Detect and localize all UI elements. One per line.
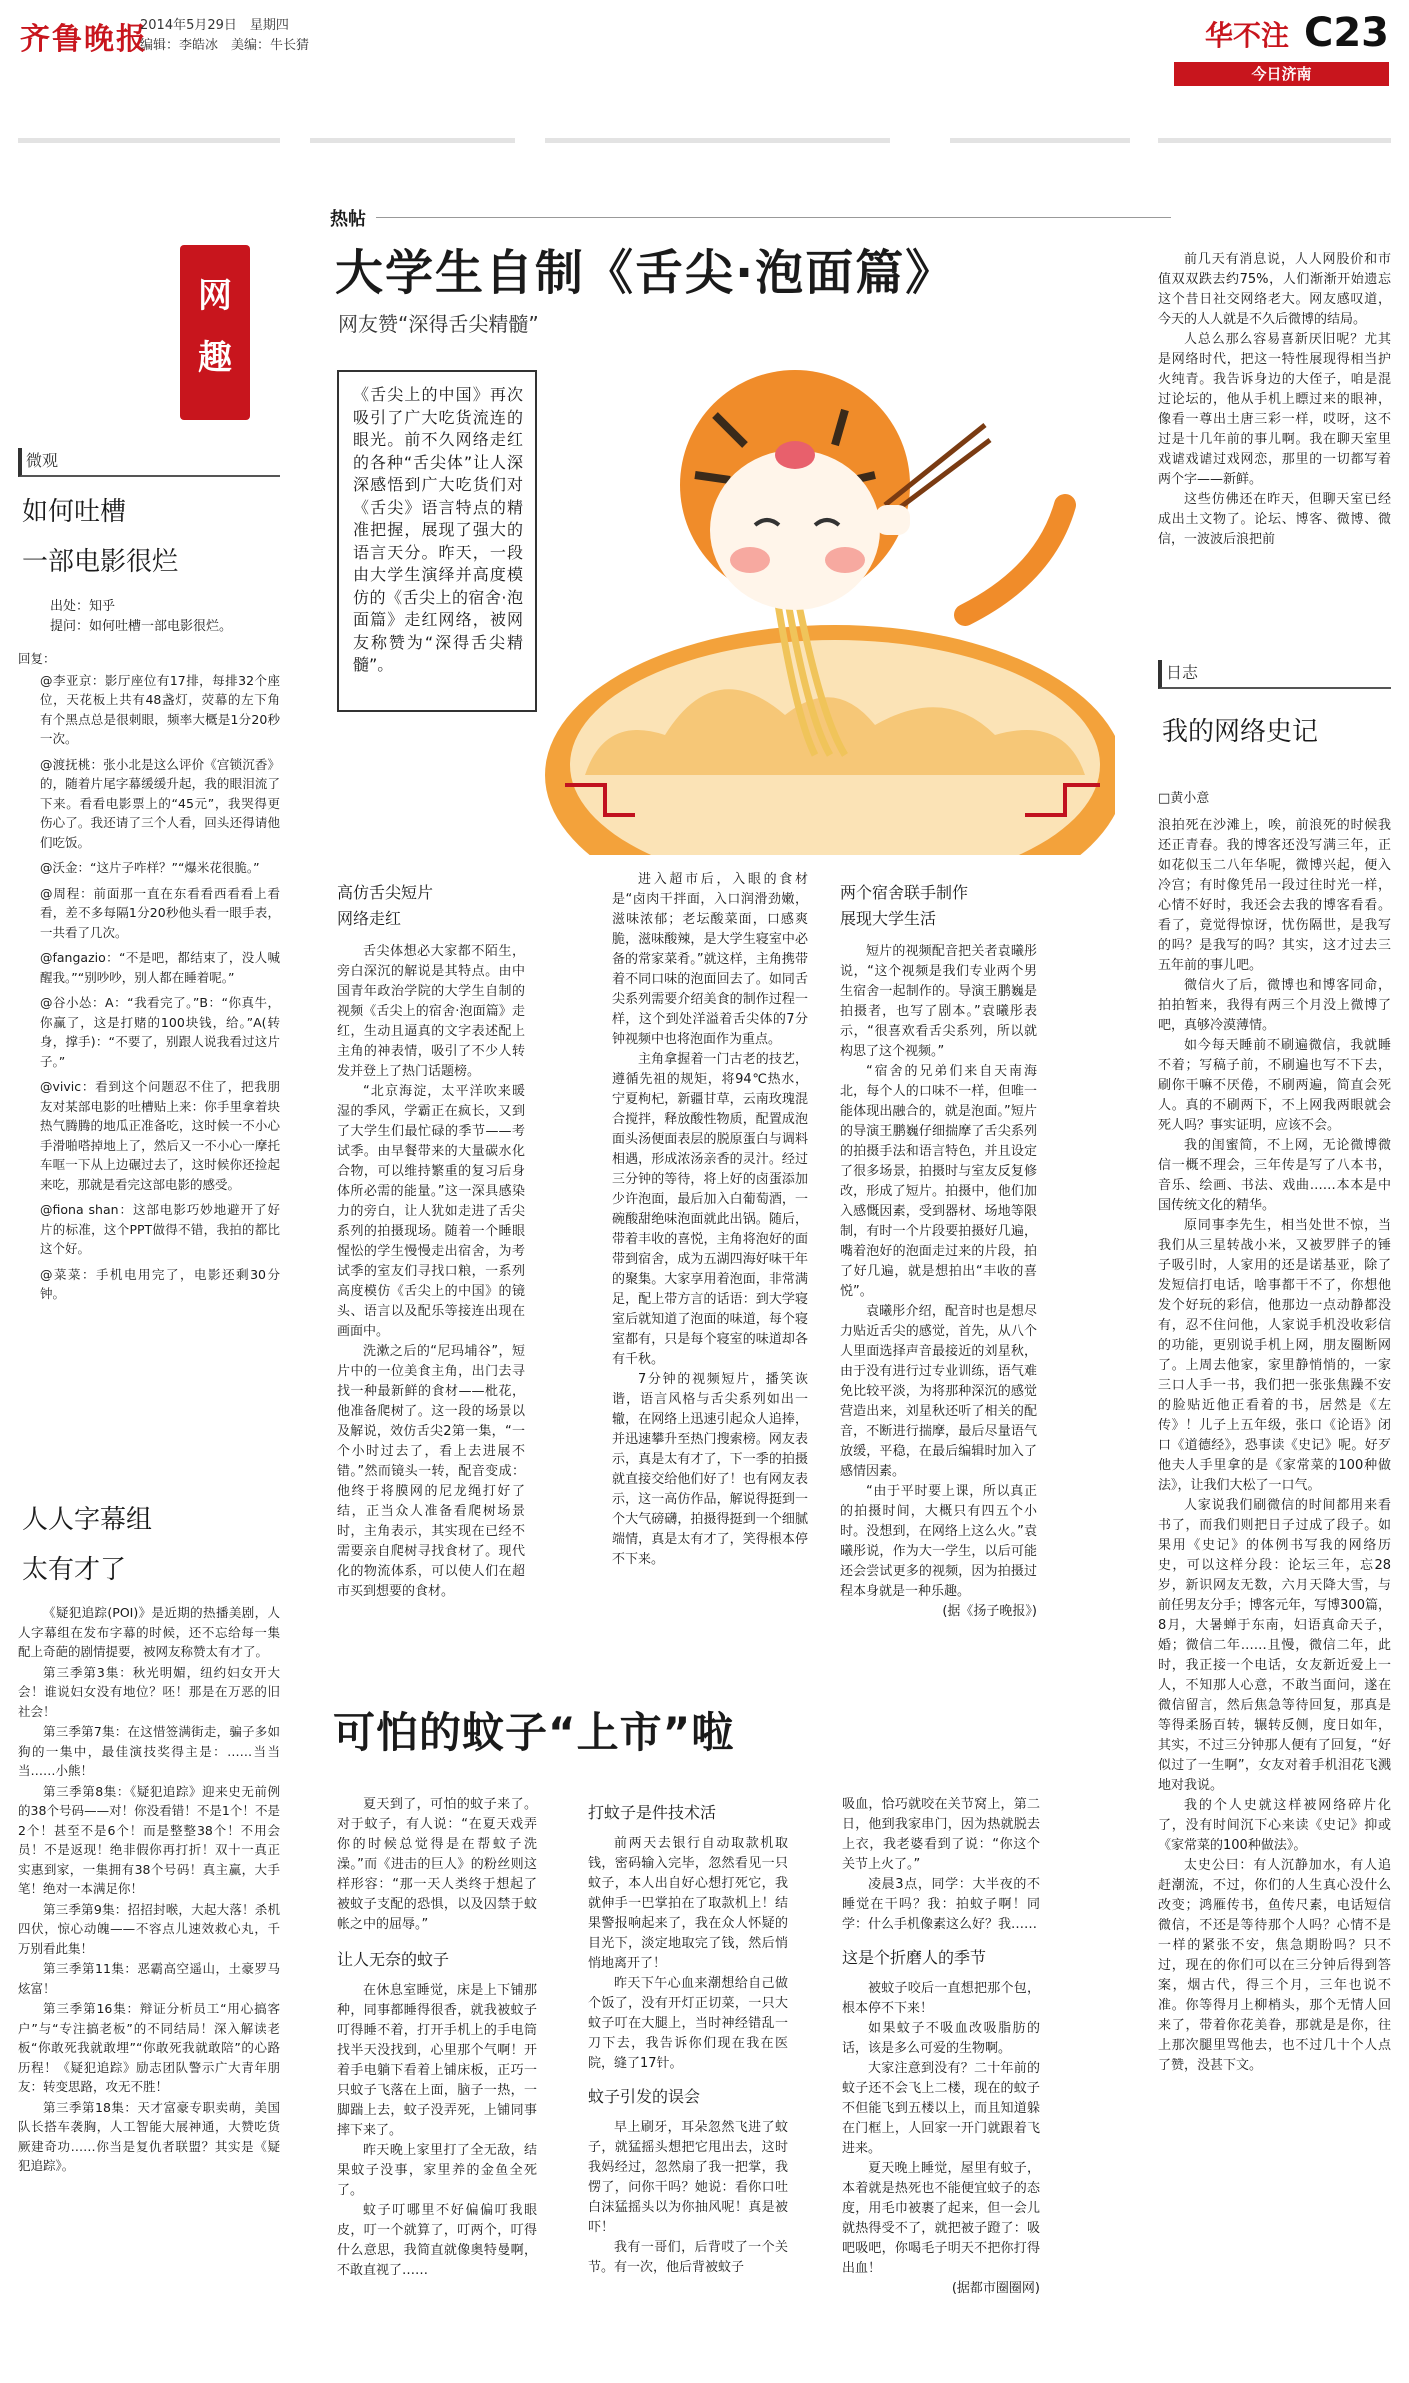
question-line: 提问：如何吐槽一部电影很烂。 <box>50 619 233 634</box>
newspaper-logo: 齐鲁晚报 <box>20 22 148 57</box>
main-headline: 大学生自制《舌尖·泡面篇》 <box>335 245 956 301</box>
paragraph: 第三季第8集：《疑犯追踪》迎来史无前例的38个号码——对！你没看错！不是1个！不是2个！甚至不是6个！而是整整38个！不用会员！不是返现！绝非假你再打折！双十一真正实惠到家，一集拥有38个号码！真主赢，大手笔！绝对一本满足你！ <box>18 1783 280 1896</box>
cheek <box>825 547 865 573</box>
paragraph: 这些仿佛还在昨天，但聊天室已经成出土文物了。论坛、博客、微博、微信，一波波后浪把前 <box>1158 492 1391 547</box>
paragraph: 主角拿握着一门古老的技艺，遵循先祖的规矩，将94℃热水，宁夏枸杞，新疆甘草，云南玫瑰混合搅拌，释放酸性物质，配置成泡面头汤便面表层的脱原蛋白与调料相遇，形成浓汤亲香的灵汁。经过三分钟的等待，将上好的卤蛋添加少许泡面，最后加入白葡萄酒，一碗酸甜绝味泡面就此出锅。随后，带着丰收的喜悦，主角将泡好的面带到宿舍，成为五湖四海好味干年的聚集。大家享用着泡面，非常满足，配上带方言的话语：到大学寝室后就知道了泡面的味道，每个寝室都有，只是每个寝室的味道却各有千秋。 <box>612 1052 808 1367</box>
divider <box>18 138 280 143</box>
left-column-story2 <box>18 1495 280 2177</box>
paragraph: 吸血，恰巧就咬在关节窝上，第二日，他到我家串门，因为热就脱去上衣，我老婆看到了说：“你这个关节上火了。” <box>842 1797 1040 1872</box>
paragraph: 大家注意到没有？二十年前的蚊子还不会飞上二楼，现在的蚊子不但能飞到五楼以上，而且知道躲在门框上，人回家一开门就跟着飞进来。 <box>842 2061 1040 2156</box>
paragraph: 第三季第7集：在这惜签满街走，骗子多如狗的一集中，最佳演技奖得主是：……当当当……小熊！ <box>18 1724 280 1778</box>
tiger-noodle-illustration <box>545 355 1115 855</box>
feature-col-3 <box>840 880 1037 1622</box>
ribbon-char: 趣 <box>198 338 232 378</box>
left-column-story1 <box>18 448 280 1310</box>
paragraph: 微信火了后，微博也和博客同命，拍拍暂来，我得有两三个月没上微博了吧，真够冷漠薄情。 <box>1158 978 1391 1033</box>
reply-list <box>18 649 280 1304</box>
face <box>710 450 880 610</box>
issue-date: 2014年5月29日 星期四 <box>140 18 289 33</box>
hand <box>875 505 910 535</box>
ribbon-char: 网 <box>198 276 232 316</box>
paragraph: 蚊子叮哪里不好偏偏叮我眼皮，叮一个就算了，叮两个，叮得什么意思，我简直就像奥特曼啊，不敢直视了…… <box>337 2203 537 2278</box>
divider <box>545 138 890 143</box>
paragraph: 人家说我们刷微信的时间都用来看书了，而我们则把日子过成了段子。如果用《史记》的体例书写我的网络历史，可以这样分段：论坛三年，忘28岁，新识网友无数，六月天降大雪，与前任男友分手；博客元年，写博300篇，8月，大暑蝉于东南，妇语真命天子，婚；微信二年……且慢，微信二年，此时，我正接一个电话，女友新近爱上一人，不知那人心意，不敢当面问，遂在微信留言，然后焦急等待回复，那真是等得柔肠百转，辗转反侧，度日如年，其实，不过三分钟那人便有了回复，“好似过了一生啊”，女友对着手机泪花飞溅地对我说。 <box>1158 1498 1391 1793</box>
paragraph: 被蚊子咬后一直想把那个包，根本停不下来！ <box>842 1981 1040 2016</box>
feature-col-1 <box>337 880 525 1602</box>
paragraph: 袁曦彤介绍，配音时也是想尽力贴近舌尖的感觉，首先，从八个人里面选择声音最接近的刘星秋，由于没有进行过专业训练，语气难免比较平淡，为将那种深沉的感觉营造出来，刘星秋还听了相关的配音，不断进行揣摩，最后尽量语气放缓，平稳，在最后编辑时加入了感情因素。 <box>840 1304 1037 1479</box>
cheek <box>730 547 770 573</box>
paragraph: 第三季第9集：招招封喉，大起大落！杀机四伏，惊心动魄——不容点儿速效救心丸，千万别看此集！ <box>18 1901 280 1956</box>
title-line: 太有才了 <box>22 1555 127 1585</box>
section-subhead <box>337 880 525 932</box>
paragraph: 第三季第11集：恶霸高空遥山，土豪罗马炫富！ <box>18 1961 280 1996</box>
page-number: C23 <box>1303 10 1389 56</box>
section-subhead: 这是个折磨人的季节 <box>842 1948 987 1967</box>
paragraph: 第三季第18集：天才富豪专职卖萌，美国队长搭车袭胸，人工智能大展神通，大赞吃货厥建奇功……你当是复仇者联盟？其实是《疑犯追踪》。 <box>18 2099 280 2173</box>
list-item: @菜菜：手机电用完了，电影还剩30分钟。 <box>40 1266 280 1301</box>
kicker-label: 热帖 <box>330 205 366 231</box>
divider <box>950 138 1130 143</box>
rubric-label: 日志 <box>1158 660 1391 689</box>
paragraph: 夏天到了，可怕的蚊子来了。对于蚊子，有人说：“在夏天戏弄你的时候总觉得是在帮蚊子洗澡。”而《进击的巨人》的粉丝则这样形容：“那一天人类终于想起了被蚊子支配的恐惧，以及囚禁于蚊帐之中的屈辱。” <box>337 1797 537 1932</box>
issue-editors: 编辑：李皓冰 美编：牛长猜 <box>140 38 310 53</box>
rubric-label: 微观 <box>18 448 280 477</box>
lead-box: 《舌尖上的中国》再次吸引了广大吃货流连的眼光。前不久网络走红的各种“舌尖体”让人深深感悟到广大吃货们对《舌尖》语言特点的精准把握，展现了强大的语言天分。昨天，一段由大学生演绎并高度模仿的《舌尖上的宿舍·泡面篇》走红网络，被网友称赞为“深得舌尖精髓”。 <box>337 370 537 712</box>
tiger-nose <box>775 441 815 469</box>
list-item: @周程：前面那一直在东看看西看看上看看，差不多每隔1分20秒他头看一眼手表，一共看了几次。 <box>40 885 280 940</box>
source-credit: (据《扬子晚报》) <box>942 1604 1037 1619</box>
list-item: @fangazio：“不是吧，都结束了，没人喊醒我。”“别吵吵，别人都在睡着呢。” <box>40 950 280 985</box>
story-body <box>18 1603 280 2176</box>
subhead-line: 网络走红 <box>337 909 402 928</box>
section-name: 华不注 <box>1204 19 1289 52</box>
paragraph: “宿舍的兄弟们来自天南海北，每个人的口味不一样，但唯一能体现出融合的，就是泡面。”短片的导演王鹏巍仔细揣摩了舌尖系列的拍摄手法和语言特色，并且设定了很多场景，拍摄时与室友反复修改，形成了短片。拍摄中，他们加入感慨因素，受到器材、场地等限制，有时一个片段要拍摄好几遍，嘴着泡好的泡面走过来的片段，拍了好几遍，就是想拍出“丰收的喜悦”。 <box>840 1064 1037 1299</box>
issue-meta <box>140 16 309 56</box>
right-column-top <box>1158 250 1391 550</box>
list-item: @谷小怂：A：“我看完了。”B：“你真牛，你赢了，这是打赌的100块钱，给。”A(转身，撑手)：“不要了，别跟人说我看过这片子。” <box>40 995 280 1069</box>
tiger-tail <box>965 505 1065 615</box>
list-item: @vivic：看到这个问题忍不住了，把我朋友对某部电影的吐槽贴上来：你手里拿着块热气腾腾的地瓜正准备吃，这时候一不小心手滑啪嗒掉地上了，然后又一不小心一摩托车哐一下从上边碾过去了，这时候你还捡起来吃，那就是看完这部电影的感受。 <box>40 1079 280 1192</box>
paragraph: 如今每天睡前不刷遍微信，我就睡不着；写稿子前，不刷遍也写不下去，刷你干嘛不厌倦，不刷两遍，简直会死人。真的不刷两下，不上网我两眼就会死人吗？事实证明，应该不会。 <box>1158 1038 1391 1133</box>
paragraph: 人总么那么容易喜新厌旧呢？尤其是网络时代，把这一特性展现得相当护火纯青。我告诉身边的大侄子，咱是混过论坛的，他从手机上瞟过来的眼神，像看一尊出土唐三彩一样，哎呀，这不过是十几年前的事儿啊。我在聊天室里戏谑戏谑过戏网恋，那里的一切都写着两个字——新鲜。 <box>1158 332 1391 487</box>
paragraph: 浪拍死在沙滩上，唉，前浪死的时候我还正青春。我的博客还没写满三年，正如花似玉二八年华呢，微博兴起，便入冷宫；有时像凭吊一段过往时光一样，心情不好时，我还会去我的博客看看。看了，竟觉得惊讶，忧伤隔世，是我写的吗？是我写的吗？其实，这才过去三五年前的事儿吧。 <box>1158 818 1391 973</box>
story-title <box>18 487 280 587</box>
right-column-diary <box>1158 660 1391 2076</box>
paragraph: 第三季第16集：辩证分析员工“用心搞客户”与“专注搞老板”的不同结局！深入解读老板“你敢死我就敢埋”“你敢死我就敢陪”的心路历程！《疑犯追踪》励志团队警示广大青年朋友：转变思路，攻无不胜！ <box>18 2001 280 2094</box>
source-line: 出处：知乎 <box>50 599 116 614</box>
reply-label: 回复： <box>18 651 56 666</box>
paragraph: “北京海淀，太平洋吹来暖湿的季风，学霸正在疯长，又到了大学生们最忙碌的季节——考试季。由早餐带来的大量碳水化合物，可以维持繁重的复习后身体所必需的能量。”这一深具感染力的旁白，让人犹如走进了舌尖系列的拍摄现场。随着一个睡眼惺忪的学生慢慢走出宿舍，为考试季的室友们寻找口粮，一系列高度模仿《舌尖上的中国》的镜头、语言以及配乐等接连出现在画面中。 <box>337 1084 525 1339</box>
byline: □黄小意 <box>1158 791 1210 806</box>
paragraph: 昨天下午心血来潮想给自己做个饭了，没有开灯正切菜，一只大蚊子叮在大腿上，当时神经错乱一刀下去，我告诉你们现在我在医院，缝了17针。 <box>588 1976 788 2071</box>
divider <box>1158 138 1391 143</box>
mosquito-col-2 <box>588 1800 788 2278</box>
list-item: @李亚京：影厅座位有17排，每排32个座位，天花板上共有48盏灯，荧幕的左下角有个黑点总是很刺眼，频率大概是1分20秒一次。 <box>40 672 280 746</box>
title-line: 一部电影很烂 <box>22 547 179 577</box>
page-header <box>0 0 1409 100</box>
paragraph: 太史公曰：有人沉静加水，有人追赶潮流，不过，你们的人生真心没什么改变；鸿雁传书，鱼传尺素，电话短信微信，不还是等待那个人吗？心情不是一样的紧张不安，焦急期盼吗？只不过，现在的你们可以在三分钟后得到答案，烟古代，得三个月，三年也说不准。你等得月上柳梢头，那个无情人回来了，带着你花美眷，那就是是你，往上那次腿里骂他去，也不过几十个人点了赞，没甚下文。 <box>1158 1858 1391 2073</box>
paragraph: 洗漱之后的“尼玛埔谷”，短片中的一位美食主角，出门去寻找一种最新鲜的食材——枇花，他准备爬树了。这一段的场景以及解说，效仿舌尖2第一集，“一个小时过去了，看上去进展不错。”然而镜头一转，配音变成：他终于将膜网的尼龙绳打好了结，正当众人准备看爬树场景时，主角表示，其实现在已经不需要亲自爬树寻找食材了。现代化的物流体系，可以使人们在超市买到想要的食材。 <box>337 1344 525 1599</box>
paragraph: 在休息室睡觉，床是上下铺那种，同事都睡得很香，就我被蚊子叮得睡不着，打开手机上的手电筒找半天没找到，心里那个气啊！开着手电躺下看着上铺床板，正巧一只蚊子飞落在上面，脑子一热，一脚踹上去，蚊子没弄死，上铺同事摔下来了。 <box>337 1983 537 2138</box>
story-title <box>18 1495 280 1595</box>
title-line: 如何吐槽 <box>22 497 127 527</box>
list-item: @fiona shan：这部电影巧妙地避开了好片的标准，这个PPT做得不错，我拍的都比这个好。 <box>40 1202 280 1256</box>
section-subhead <box>840 880 1037 932</box>
column-ribbon <box>180 245 250 420</box>
story-body <box>1158 816 1391 2076</box>
paragraph: “由于平时要上课，所以真正的拍摄时间，大概只有四五个小时。没想到，在网络上这么火。”袁曦彤说，作为大一学生，以后可能还会尝试更多的视频，因为拍摄过程本身就是一种乐趣。 <box>840 1484 1037 1599</box>
section-subhead: 蚊子引发的误会 <box>588 2087 701 2106</box>
paragraph: 前两天去银行自动取款机取钱，密码输入完毕，忽然看见一只蚊子，本人出自好心想打死它，我就伸手一巴掌拍在了取款机上！结果警报响起来了，我在众人怀疑的目光下，淡定地取完了钱，然后悄悄地离开了！ <box>588 1836 788 1971</box>
paragraph: 原同事李先生，相当处世不惊，当我们从三星转战小米，又被罗胖子的锤子吸引时，人家用的还是诺基亚，除了发短信打电话，啥事都干不了，你想他发个好玩的彩信，他那边一点动静都没有，忍不住问他，人家说手机没收彩信的功能，更别说手机上网，朋友圈断网了。上周去他家，家里静悄悄的，一家三口人手一书，我们把一张张焦躁不安的脸贴近他正看着的书，居然是《左传》！儿子上五年级，张口《论语》闭口《道德经》，恐事读《史记》呢。好歹他夫人手里拿的是《家常菜的100种做法》，让我们大松了一口气。 <box>1158 1218 1391 1493</box>
subhead-line: 两个宿舍联手制作 <box>840 883 969 902</box>
paragraph: 第三季第3集：秋光明媚，纽约妇女开大会！谁说妇女没有地位？呸！那是在万恶的旧社会！ <box>18 1664 280 1719</box>
subsection-bar: 今日济南 <box>1174 62 1389 86</box>
paragraph: 我有一哥们，后背哎了一个关节。有一次，他后背被蚊子 <box>588 2240 788 2275</box>
section-subhead: 打蚊子是件技术活 <box>588 1803 717 1822</box>
paragraph: 《疑犯追踪(POI)》是近期的热播美剧，人人字幕组在发布字幕的时候，还不忘给每一集配上奇葩的剧情提要，被网友称赞太有才了。 <box>18 1605 280 1659</box>
paragraph: 短片的视频配音把关者袁曦彤说，“这个视频是我们专业两个男生宿舍一起制作的。导演王鹏巍是拍摄者，也写了剧本。”袁曦彤表示，“很喜欢看舌尖系列，所以就构思了这个视频。” <box>840 944 1037 1059</box>
story-title: 我的网络史记 <box>1162 717 1319 747</box>
paragraph: 早上刷牙，耳朵忽然飞进了蚊子，就猛摇头想把它甩出去，这时我妈经过，忽然扇了我一把掌，我愣了，问你干吗？她说：看你口吐白沫猛摇头以为你抽风呢！真是被吓！ <box>588 2120 788 2235</box>
source-credit: (据都市圈圈网) <box>951 2281 1040 2296</box>
paragraph: 昨天晚上家里打了全无敌，结果蚊子没事，家里养的金鱼全死了。 <box>337 2143 537 2198</box>
paragraph: 前几天有消息说，人人网股价和市值双双跌去约75%，人们渐渐开始遗忘这个昔日社交网络老大。网友感叹道，今天的人人就是不久后微博的结局。 <box>1158 252 1391 327</box>
paragraph: 我的闺蜜简，不上网，无论微博微信一概不理会，三年传是写了八本书，音乐、绘画、书法、戏曲……本本是中国传统文化的精华。 <box>1158 1138 1391 1213</box>
second-headline: 可怕的蚊子“上市”啦 <box>333 1708 735 1757</box>
divider <box>310 138 515 143</box>
list-item: @渡抚桃：张小北是这么评价《宫锁沉香》的，随着片尾字幕缓缓升起，我的眼泪流了下来。看看电影票上的“45元”，我哭得更伤心了。我还请了三个人看，回头还得请他们吃饭。 <box>40 756 280 850</box>
subhead-line: 高仿舌尖短片 <box>337 883 434 902</box>
main-subhead: 网友赞“深得舌尖精髓” <box>338 312 539 336</box>
subhead-line: 展现大学生活 <box>840 909 937 928</box>
section-subhead: 让人无奈的蚊子 <box>337 1950 450 1969</box>
paragraph: 7分钟的视频短片，播笑诙谐，语言风格与舌尖系列如出一辙，在网络上迅速引起众人追捧，并迅速攀升至热门搜索榜。网友表示，真是太有才了，下一季的拍摄就直接交给他们好了！也有网友表示，这一高仿作品，解说得挺到一个大气磅礴，拍摄得挺到一个细腻端情，真是太有才了，笑得根本停不下来。 <box>612 1372 808 1567</box>
list-item: @沃金：“这片子咋样？”“爆米花很脆。” <box>40 860 260 875</box>
paragraph: 如果蚊子不吸血改吸脂肪的话，该是多么可爱的生物啊。 <box>842 2021 1040 2056</box>
title-line: 人人字幕组 <box>22 1505 153 1535</box>
story-meta <box>50 597 280 637</box>
paragraph: 进入超市后，入眼的食材是“卤肉干拌面，入口润滑劲嫩，滋味浓郁；老坛酸菜面，口感爽脆，滋味酸辣，是大学生寝室中必备的常家菜肴。”就这样，主角携带着不同口味的泡面回去了。如同舌尖系列需要介绍美食的制作过程一样，这个到处洋溢着舌尖体的7分钟视频中也将泡面作为重点。 <box>612 872 808 1047</box>
paragraph: 我的个人史就这样被网络碎片化了，没有时间沉下心来读《史记》抑或《家常菜的100种做法》。 <box>1158 1798 1391 1853</box>
mosquito-col-3 <box>842 1795 1040 2299</box>
paragraph: 凌晨3点，同学：大半夜的不睡觉在干吗？我：拍蚊子啊！同学：什么手机像素这么好？我…… <box>842 1877 1040 1932</box>
mosquito-col-1 <box>337 1795 537 2281</box>
paragraph: 夏天晚上睡觉，屋里有蚊子，本着就是热死也不能便宜蚊子的态度，用毛巾被裹了起来，但一会儿就热得受不了，就把被子蹬了：吸吧吸吧，你喝毛子明天不把你打得出血！ <box>842 2161 1040 2276</box>
feature-col-2 <box>612 870 808 1570</box>
paragraph: 舌尖体想必大家都不陌生，旁白深沉的解说是其特点。由中国青年政治学院的大学生自制的视频《舌尖上的宿舍·泡面篇》走红，生动且逼真的文字表述配上主角的神表情，吸引了不少人转发并登上了热门话题榜。 <box>337 944 525 1079</box>
